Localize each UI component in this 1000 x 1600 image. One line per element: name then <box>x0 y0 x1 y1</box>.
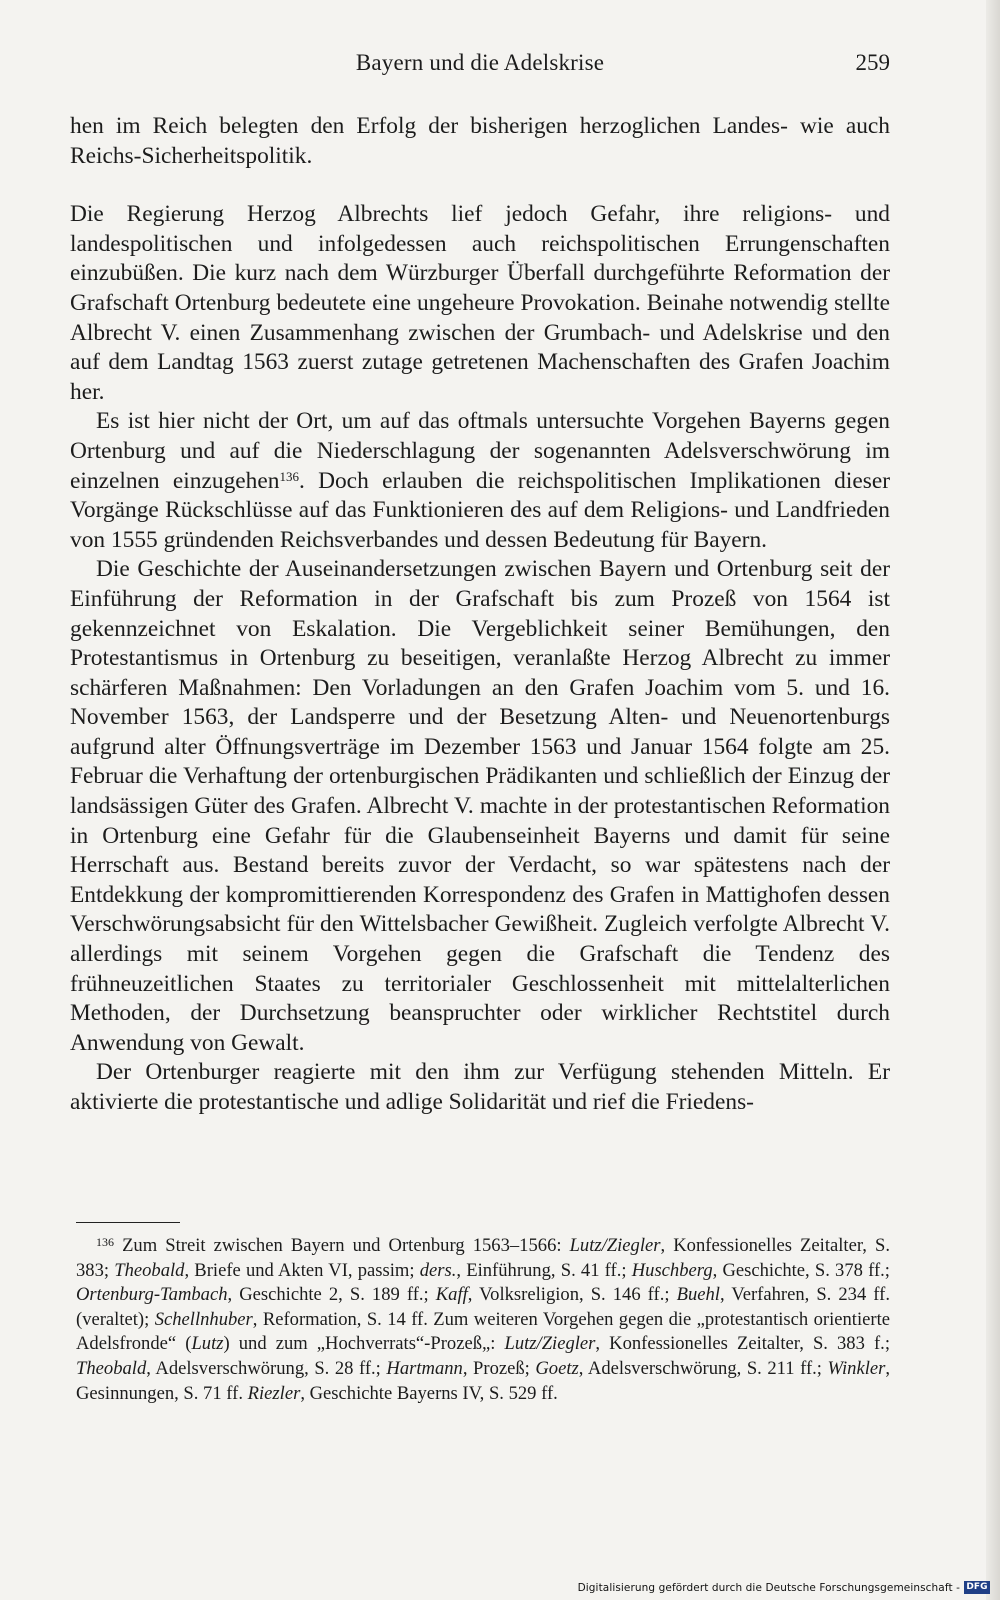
paragraph-3-part-1: Es ist hier nicht der Ort, um auf das oftmals untersuchte Vorgehen Bayerns gegen Ortenburg und auf die Niederschlagung der sogenannten Adelsverschwörung im einzelnen einzugehen <box>70 408 890 494</box>
fn-text: ) und zum „Hochverrats“-Prozeß„: <box>223 1333 505 1355</box>
fn-author: Theobald <box>114 1259 185 1281</box>
fn-text: , Einführung, S. 41 ff.; <box>456 1259 632 1281</box>
fn-author: Buehl <box>676 1284 720 1306</box>
fn-author: Kaff <box>435 1284 468 1306</box>
fn-text: , Volksreligion, S. 146 ff.; <box>467 1284 677 1306</box>
footnote-separator <box>76 1222 180 1223</box>
fn-text: , Adelsverschwörung, S. 211 ff.; <box>578 1357 828 1379</box>
paragraph-1: hen im Reich belegten den Erfolg der bisherigen herzoglichen Landes- wie auch Reichs-Sicherheitspolitik. <box>70 113 890 169</box>
page-edge-shadow <box>986 0 1000 1600</box>
paragraph-3 <box>70 407 890 555</box>
paragraph-4: Die Geschichte der Auseinandersetzungen zwischen Bayern und Ortenburg seit der Einführung der Reformation in der Grafschaft bis zum Prozeß von 1564 ist gekennzeichnet von Eskalation. Die Vergeblichkeit seiner Bemühungen, den Protestantismus in Ortenburg zu beseitigen, veranlaßte Herzog Albrecht zu immer schärferen Maßnahmen: Den Vorladungen an den Grafen Joachim vom 5. und 16. November 1563, der Landsperre und der Besetzung Alten- und Neuenortenburgs aufgrund alter Öffnungsverträge im Dezember 1563 und Januar 1564 folgte am 25. Februar die Verhaftung der ortenburgischen Prädikanten und schließlich der Einzug der landsässigen Güter des Grafen. Albrecht V. machte in der protestantischen Reformation in Ortenburg eine Gefahr für die Glaubenseinheit Bayerns und damit für seine Herrschaft aus. Bestand bereits zuvor der Verdacht, so war spätestens nach der Entdekkung der kompromittierenden Korrespondenz des Grafen in Mattighofen dessen Verschwörungsabsicht für den Wittelsbacher Gewißheit. Zugleich verfolgte Albrecht V. allerdings mit seinem Vorgehen gegen die Grafschaft die Tendenz des frühneuzeitlichen Staates zu territorialer Geschlossenheit mit mittelalterlichen Methoden, der Durchsetzung beanspruchter oder wirklicher Rechtstitel durch Anwendung von Gewalt. <box>70 556 890 1056</box>
fn-author: Winkler <box>827 1357 886 1379</box>
fn-author: Goetz <box>535 1357 579 1379</box>
fn-author: Lutz/Ziegler <box>504 1333 596 1355</box>
digitization-credit <box>578 1581 990 1594</box>
fn-text: , Briefe und Akten VI, passim; <box>184 1259 420 1281</box>
footnote-reference-136[interactable]: 136 <box>279 468 299 484</box>
footnotes <box>76 1234 890 1406</box>
fn-text: , Prozeß; <box>462 1357 536 1379</box>
fn-author: Huschberg <box>631 1259 713 1281</box>
fn-author: Schellnhuber <box>154 1308 253 1330</box>
paragraph-5: Der Ortenburger reagierte mit den ihm zur Verfügung stehenden Mitteln. Er aktivierte die protestantische und adlige Solidarität und rief die Friedens- <box>70 1059 890 1115</box>
page-number: 259 <box>855 50 890 75</box>
paragraph-2: Die Regierung Herzog Albrechts lief jedoch Gefahr, ihre religions- und landespolitischen und infolgedessen auch reichspolitischen Errungenschaften einzubüßen. Die kurz nach dem Würzburger Überfall durchgeführte Reformation der Grafschaft Ortenburg bedeutete eine ungeheure Provokation. Beinahe notwendig stellte Albrecht V. einen Zusammenhang zwischen der Grumbach- und Adelskrise und den auf dem Landtag 1563 zuerst zutage getretenen Machenschaften des Grafen Joachim her. <box>70 201 890 405</box>
fn-author: Hartmann <box>386 1357 463 1379</box>
fn-author: Lutz <box>191 1333 224 1355</box>
fn-text: , Reformation, S. 14 ff. Zum weiteren Vorgehen gegen die „protestantisch orientierte Adelsfronde“ ( <box>76 1308 890 1355</box>
fn-text: , Verfahren, S. 234 ff. (veraltet); <box>76 1284 890 1330</box>
paragraph-3-part-2: . Doch erlauben die reichspolitischen Implikationen dieser Vorgänge Rückschlüsse auf das Funktionieren des auf dem Religions- und Landfrieden von 1555 gründenden Reichsverbandes und dessen Bedeutung für Bayern. <box>70 467 890 553</box>
credit-text: Digitalisierung gefördert durch die Deutsche Forschungsgemeinschaft - <box>577 1581 960 1594</box>
footnote-136 <box>76 1234 890 1406</box>
fn-text: , Adelsverschwörung, S. 28 ff.; <box>146 1357 387 1379</box>
dfg-logo-icon: DFG <box>964 1581 990 1594</box>
running-header <box>70 50 890 82</box>
fn-text: Zum Streit zwischen Bayern und Ortenburg 1563–1566: <box>114 1235 570 1256</box>
fn-text: , Konfessionelles Zeitalter, S. 383; <box>76 1235 890 1281</box>
main-text <box>70 112 890 1118</box>
fn-text: , Geschichte Bayerns IV, S. 529 ff. <box>300 1382 558 1404</box>
fn-text: , Geschichte, S. 378 ff.; <box>712 1259 890 1281</box>
fn-author: ders. <box>419 1259 457 1281</box>
running-title: Bayern und die Adelskrise <box>355 50 605 75</box>
fn-author: Riezler <box>247 1382 301 1404</box>
fn-text: , Gesinnungen, S. 71 ff. <box>76 1357 891 1404</box>
fn-author: Lutz/Ziegler <box>569 1235 661 1256</box>
fn-text: , Geschichte 2, S. 189 ff.; <box>227 1284 436 1306</box>
fn-text: , Konfessionelles Zeitalter, S. 383 f.; <box>595 1333 890 1355</box>
fn-author: Ortenburg-Tambach <box>76 1284 228 1306</box>
fn-author: Theobald <box>76 1357 147 1379</box>
footnote-number: 136 <box>96 1235 114 1249</box>
